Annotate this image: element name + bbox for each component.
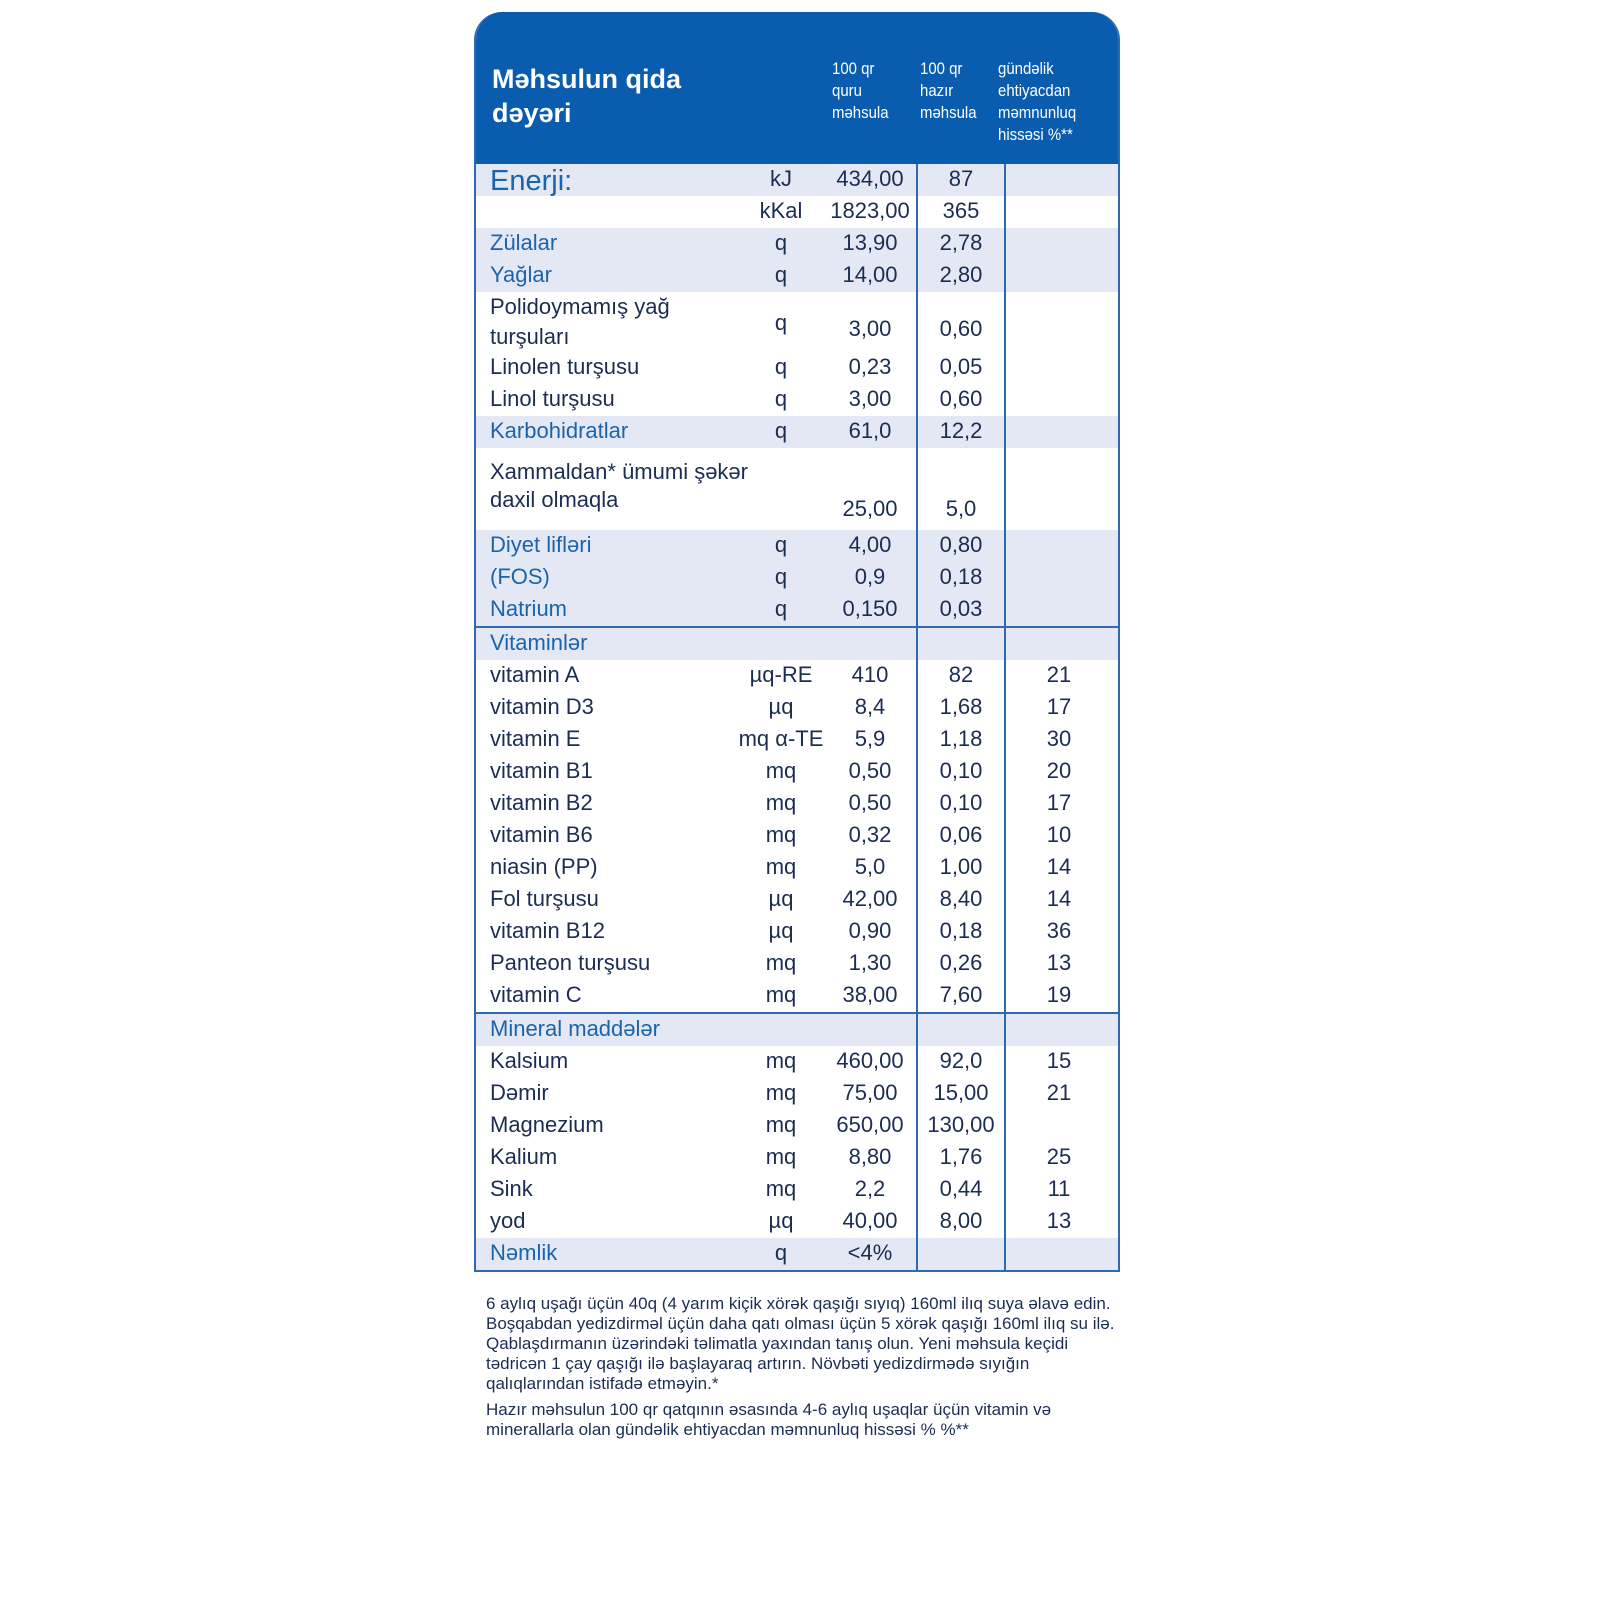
unit-cell: q [774,1240,788,1265]
unit-cell: µq-RE [749,662,813,687]
ready-value: 2,78 [939,230,983,255]
energy-label: Enerji: [490,165,573,197]
unit-cell: q [774,596,788,621]
unit-cell: mq [765,822,797,847]
dry-value: 75,00 [842,1080,898,1105]
pct-value: 25 [1046,1144,1072,1169]
dry-value: 3,00 [848,386,892,411]
ready-value: 7,60 [939,982,983,1007]
table-header [476,12,1118,164]
pct-value: 20 [1046,758,1072,783]
nutrient-name: Linolen turşusu [490,354,640,379]
ready-value: 1,68 [939,694,983,719]
dry-value: 38,00 [842,982,898,1007]
nutrient-name: Nəmlik [490,1240,558,1265]
nutrient-name: Dəmir [490,1080,549,1105]
dry-value: 40,00 [842,1208,898,1233]
dry-value: 13,90 [842,230,898,255]
nutrient-name: Panteon turşusu [490,950,651,975]
pct-value: 17 [1046,790,1072,815]
unit-cell: mq [765,950,797,975]
unit-cell: mq [765,982,797,1007]
unit-cell: µq [768,886,794,911]
table-row [476,660,1118,692]
unit-cell: mq [765,790,797,815]
unit-cell: q [774,418,788,443]
pct-value: 19 [1046,982,1072,1007]
dry-value: 0,50 [848,790,892,815]
unit-cell: q [774,564,788,589]
table-row [476,448,1118,530]
mineral-rows [476,1046,1118,1238]
table-row [476,756,1118,788]
minerals-section-header [476,1012,1118,1046]
table-row [476,820,1118,852]
nutrient-name: Kalsium [490,1048,569,1073]
column-divider [916,164,918,1270]
ready-value: 0,10 [939,790,983,815]
energy-row-kcal [476,196,1118,228]
unit-cell: q [774,230,788,255]
dry-value: 61,0 [848,418,892,443]
dry-value: 4,00 [848,532,892,557]
table-row [476,788,1118,820]
table-row [476,1078,1118,1110]
vitamins-section-header [476,626,1118,660]
table-row [476,352,1118,384]
unit-cell: mq [765,854,797,879]
dry-value: 0,32 [848,822,892,847]
table-row [476,1206,1118,1238]
unit-cell: mq α-TE [738,726,824,751]
nutrient-name: Karbohidratlar [490,418,629,443]
table-row [476,228,1118,260]
dry-value: 1,30 [848,950,892,975]
ready-value: 0,60 [939,316,983,341]
unit-cell: q [774,386,788,411]
nutrient-name: Polidoymamış yağ turşuları [490,294,670,349]
pct-value: 21 [1046,1080,1072,1105]
nutrient-name: Natrium [490,596,568,621]
dry-value: 650,00 [836,1112,904,1137]
unit-cell: µq [768,1208,794,1233]
ready-value: 365 [942,198,980,223]
nutrient-name: Xammaldan* ümumi şəkər daxil olmaqla [490,459,748,512]
energy-row-kj [476,164,1118,196]
unit-cell: mq [765,1080,797,1105]
table-row [476,1142,1118,1174]
ready-value: 0,05 [939,354,983,379]
dry-value: 25,00 [842,496,898,521]
nutrient-name: Fol turşusu [490,886,599,911]
pct-value: 11 [1047,1176,1071,1201]
dry-value: 8,80 [848,1144,892,1169]
table-row [476,692,1118,724]
pct-value: 10 [1046,822,1072,847]
pct-value: 36 [1046,918,1072,943]
ready-value: 87 [948,166,974,191]
dry-value: 3,00 [848,316,892,341]
pct-value: 13 [1046,950,1072,975]
nutrient-name: (FOS) [490,564,550,589]
unit-cell: µq [768,694,794,719]
nutrient-name: yod [490,1208,526,1233]
dry-value: 42,00 [842,886,898,911]
ready-value: 0,18 [939,564,983,589]
dry-value: 434,00 [836,166,904,191]
table-row [476,884,1118,916]
dry-value: 5,0 [854,854,886,879]
table-row [476,384,1118,416]
pct-value: 14 [1046,886,1072,911]
col-head-ready: 100 qr hazır məhsula [920,59,977,122]
dry-value: 0,90 [848,918,892,943]
daily-need-footnote: Hazır məhsulun 100 qr qatqının əsasında 4-6 aylıq uşaqlar üçün vitamin və minerallarla olan gündəlik ehtiyacdan məmnunluq hissəsi % %** [486,1400,1052,1439]
nutrient-name: vitamin C [490,982,582,1007]
dry-value: 460,00 [836,1048,904,1073]
footnotes [486,1294,1126,1446]
nutrient-name: Linol turşusu [490,386,615,411]
pct-value: 15 [1046,1048,1072,1073]
unit-cell: mq [765,758,797,783]
table-row [476,724,1118,756]
ready-value: 1,18 [939,726,983,751]
ready-value: 0,60 [939,386,983,411]
unit-cell: kJ [770,166,792,191]
unit-cell: mq [765,1144,797,1169]
table-row [476,980,1118,1012]
table-row [476,594,1118,626]
ready-value: 2,80 [939,262,983,287]
column-divider [1004,164,1006,1270]
table-row [476,530,1118,562]
preparation-note: 6 aylıq uşağı üçün 40q (4 yarım kiçik xörək qaşığı sıyıq) 160ml ilıq suya əlavə edin. Boşqabdan yedizdirməl üçün daha qatı olması üçün 5 xörək qaşığı 160ml ilıq su ilə. Qablaşdırmanın üzərindəki təlimatla yaxından tanış olun. Yeni məhsula keçidi tədricən 1 çay qaşığı ilə başlayaraq artırın. Növbəti yedizdirmədə sıyığın qalıqlarından istifadə etməyin.* [486,1294,1115,1393]
ready-value: 0,06 [939,822,983,847]
nutrient-name: vitamin A [490,662,580,687]
ready-value: 1,00 [939,854,983,879]
unit-cell: q [774,262,788,287]
section-title: Vitaminlər [490,630,588,655]
unit-cell: mq [765,1176,797,1201]
nutrient-name: Zülalar [490,230,558,255]
unit-cell: q [774,354,788,379]
ready-value: 1,76 [939,1144,983,1169]
nutrient-name: vitamin D3 [490,694,594,719]
vitamin-rows [476,660,1118,1012]
unit-cell: mq [765,1048,797,1073]
table-row [476,260,1118,292]
pct-value: 14 [1046,854,1072,879]
table-row [476,416,1118,448]
table-title: Məhsulun qida dəyəri [492,64,681,128]
pct-value: 30 [1046,726,1072,751]
ready-value: 15,00 [933,1080,989,1105]
unit-cell: mq [765,1112,797,1137]
unit-cell: q [774,310,788,335]
ready-value: 0,80 [939,532,983,557]
nutrient-name: vitamin B6 [490,822,593,847]
ready-value: 0,03 [939,596,983,621]
unit-cell: µq [768,918,794,943]
table-row [476,916,1118,948]
table-row [476,1174,1118,1206]
ready-value: 0,18 [939,918,983,943]
ready-value: 8,00 [939,1208,983,1233]
ready-value: 0,26 [939,950,983,975]
nutrient-name: Diyet lifləri [490,532,592,557]
nutrient-name: vitamin E [490,726,581,751]
table-row [476,852,1118,884]
dry-value: 8,4 [854,694,886,719]
dry-value: 14,00 [842,262,898,287]
unit-cell: kKal [759,198,803,223]
dry-value: 2,2 [854,1176,886,1201]
ready-value: 5,0 [945,496,977,521]
ready-value: 92,0 [939,1048,983,1073]
nutrient-name: vitamin B2 [490,790,593,815]
ready-value: 82 [948,662,974,687]
nutrient-name: Sink [490,1176,533,1201]
pct-value: 13 [1046,1208,1072,1233]
ready-value: 12,2 [939,418,983,443]
ready-value: 130,00 [927,1112,995,1137]
unit-cell: q [774,532,788,557]
table-row [476,292,1118,352]
dry-value: 0,150 [842,596,898,621]
dry-value: 0,9 [854,564,886,589]
section-title: Mineral maddələr [490,1016,660,1041]
ready-value: 8,40 [939,886,983,911]
table-row [476,1046,1118,1078]
dry-value: 1823,00 [830,198,910,223]
ready-value: 0,10 [939,758,983,783]
nutrient-name: Magnezium [490,1112,604,1137]
dry-value: <4% [847,1240,893,1265]
nutrition-table [474,12,1120,1272]
nutrient-name: Kalium [490,1144,558,1169]
nutrient-name: vitamin B1 [490,758,593,783]
nutrient-name: niasin (PP) [490,854,598,879]
nutrient-name: vitamin B12 [490,918,605,943]
col-head-dry: 100 qr quru məhsula [832,59,889,122]
nutrient-name: Yağlar [490,262,552,287]
pct-value: 17 [1046,694,1072,719]
dry-value: 5,9 [854,726,886,751]
table-row [476,1110,1118,1142]
col-head-pct: gündəlik ehtiyacdan məmnunluq hissəsi %** [998,59,1077,144]
pct-value: 21 [1046,662,1072,687]
moisture-row [476,1238,1118,1270]
ready-value: 0,44 [939,1176,983,1201]
table-row [476,948,1118,980]
table-body [476,164,1118,1270]
table-row [476,562,1118,594]
dry-value: 410 [851,662,889,687]
dry-value: 0,50 [848,758,892,783]
dry-value: 0,23 [848,354,892,379]
